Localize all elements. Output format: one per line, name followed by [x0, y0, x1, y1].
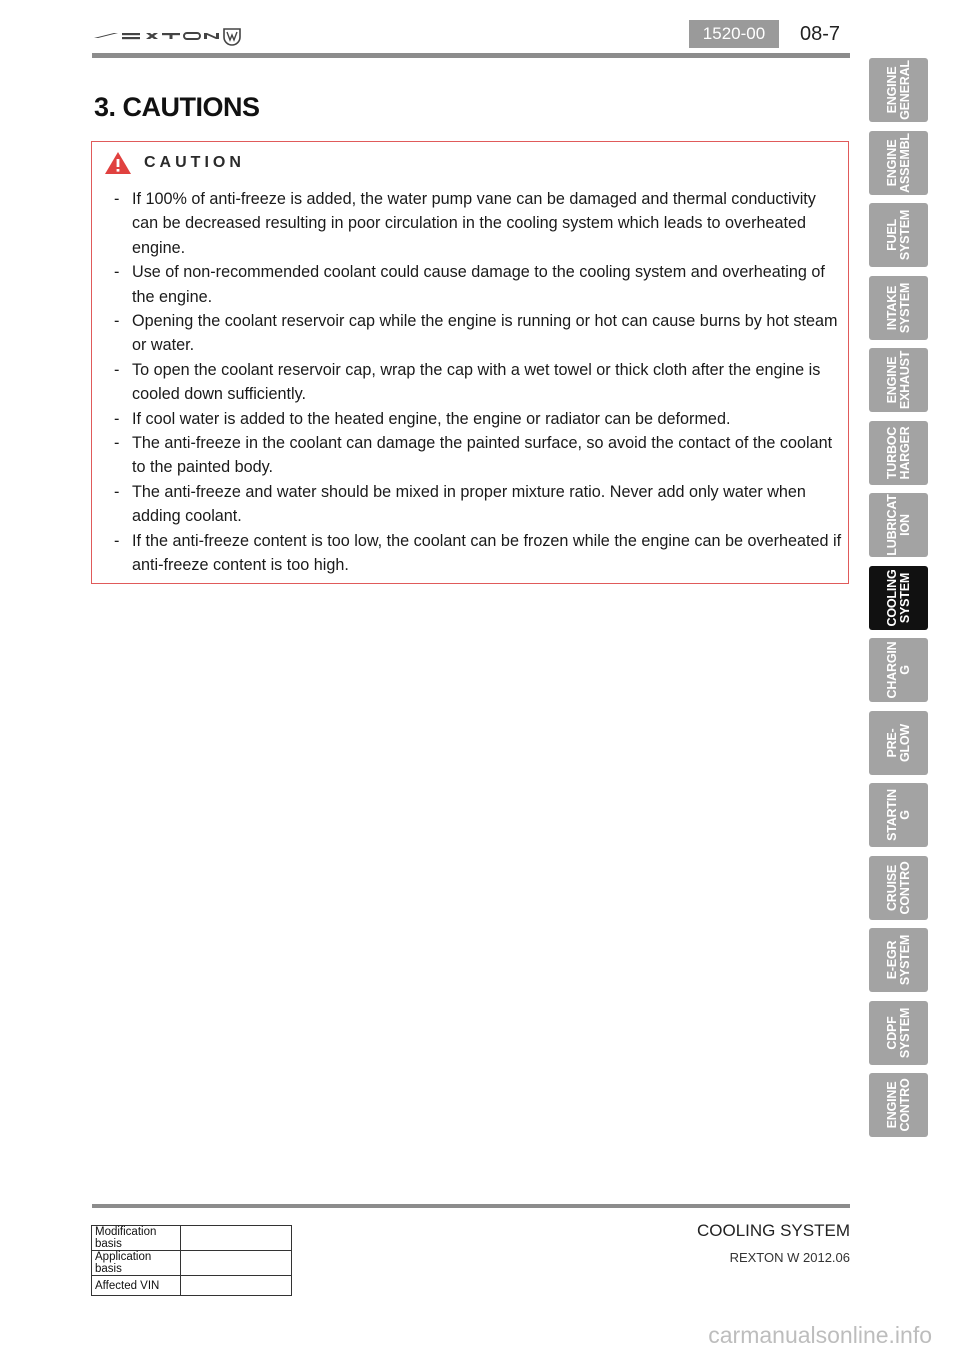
caution-item: - The anti-freeze in the coolant can damage the painted surface, so avoid the contact of the coolant to the painted body.: [114, 434, 833, 477]
header-divider: [92, 53, 850, 58]
tab-engine-exhaust[interactable]: ENGINE EXHAUST: [869, 348, 928, 412]
tab-charging[interactable]: CHARGIN G: [869, 638, 928, 702]
tab-lubrication[interactable]: LUBRICAT ION: [869, 493, 928, 557]
section-code-badge: 1520-00: [689, 20, 779, 48]
caution-item: - To open the coolant reservoir cap, wrap the cap with a wet towel or thick cloth after the engine is cooled down sufficiently.: [114, 360, 821, 404]
warning-triangle-icon: [104, 151, 132, 175]
caution-item: - If the anti-freeze content is too low, the coolant can be frozen while the engine can be overheated if anti-freeze content is too high.: [114, 531, 842, 575]
table-row: Modification basis: [92, 1226, 292, 1251]
caution-box: [91, 141, 849, 584]
footer-chapter-title: COOLING SYSTEM: [696, 1221, 850, 1240]
caution-label: CAUTION: [144, 154, 245, 171]
tab-engine-assembly[interactable]: ENGINE ASSEMBL: [869, 131, 928, 195]
footer-model-date: REXTON W 2012.06: [729, 1250, 850, 1265]
page-title: 3. CAUTIONS: [94, 92, 260, 122]
caution-item: - If cool water is added to the heated engine, the engine or radiator can be deformed.: [114, 409, 731, 428]
table-row: Affected VIN: [92, 1276, 292, 1296]
page-number: 08-7: [800, 23, 841, 45]
caution-item: - Use of non-recommended coolant could cause damage to the cooling system and overheating of the engine.: [114, 263, 825, 306]
caution-item: - Opening the coolant reservoir cap while the engine is running or hot can cause burns by hot steam or water.: [114, 312, 838, 355]
tab-cruise-control[interactable]: CRUISE CONTRO: [869, 856, 928, 920]
caution-item: - The anti-freeze and water should be mixed in proper mixture ratio. Never add only water when adding coolant.: [114, 482, 806, 526]
caution-item: - If 100% of anti-freeze is added, the water pump vane can be damaged and thermal conductivity can be decreased resulting in poor circulation in the cooling system which leads to overheated engine.: [114, 190, 816, 257]
tab-starting[interactable]: STARTIN G: [869, 783, 928, 847]
tab-engine-general[interactable]: ENGINE GENERAL: [869, 58, 928, 122]
revision-info-table: [91, 1225, 292, 1296]
tab-turbocharger[interactable]: TURBOC HARGER: [869, 421, 928, 485]
tab-engine-control[interactable]: ENGINE CONTRO: [869, 1073, 928, 1137]
tab-pre-glow[interactable]: PRE- GLOW: [869, 711, 928, 775]
tab-cdpf-system[interactable]: CDPF SYSTEM: [869, 1001, 928, 1065]
footer-divider: [92, 1204, 850, 1208]
table-row: Application basis: [92, 1251, 292, 1276]
tab-fuel-system[interactable]: FUEL SYSTEM: [869, 203, 928, 267]
watermark: carmanualsonline.info: [708, 1322, 932, 1348]
caution-header: [104, 150, 245, 176]
caution-list: [114, 187, 842, 578]
tab-intake-system[interactable]: INTAKE SYSTEM: [869, 276, 928, 340]
tab-cooling-system[interactable]: COOLING SYSTEM: [869, 566, 928, 630]
tab-e-egr-system[interactable]: E-EGR SYSTEM: [869, 928, 928, 992]
rexton-logo: [92, 24, 242, 48]
